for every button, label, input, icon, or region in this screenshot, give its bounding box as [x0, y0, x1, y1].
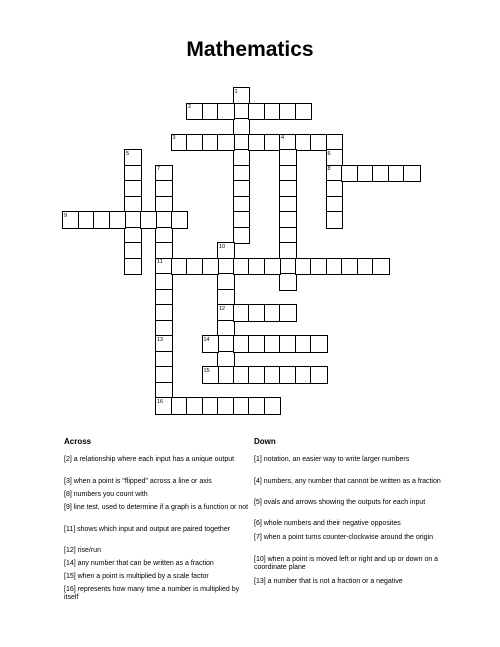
clue-num: [11]: [64, 526, 78, 533]
across-heading: Across: [64, 437, 92, 446]
clue-text: when a point is moved left or right and up or down on a coordinate plane: [254, 556, 439, 572]
clue-num: [1]: [254, 456, 264, 463]
clue-num: [14]: [64, 560, 78, 567]
clue-item: [64, 526, 254, 534]
clue-item: [254, 478, 444, 486]
clue-number: 10: [219, 243, 226, 250]
grid-cell[interactable]: [202, 258, 220, 276]
clue-number: 12: [219, 305, 226, 312]
clue-number: 3: [172, 135, 176, 141]
clue-number: 8: [327, 166, 331, 172]
clue-num: [16]: [64, 586, 78, 593]
clue-item: [254, 456, 444, 464]
grid-cell[interactable]: [171, 211, 189, 229]
grid-cell[interactable]: [279, 273, 297, 291]
clue-text: whole numbers and their negative opposites: [263, 520, 401, 527]
grid-cell[interactable]: [403, 165, 421, 183]
clue-item: [64, 547, 254, 555]
clue-num: [7]: [254, 534, 264, 541]
clue-num: [3]: [64, 478, 74, 485]
clue-num: [6]: [254, 520, 264, 527]
clue-number: 9: [64, 212, 68, 219]
clue-item: [64, 456, 254, 464]
grid-cell[interactable]: [109, 211, 127, 229]
clue-text: numbers you count with: [73, 491, 148, 498]
clue-num: [10]: [254, 556, 268, 563]
clue-number: 4: [281, 135, 285, 141]
grid-cell[interactable]: [279, 304, 297, 322]
clue-text: rise/run: [77, 547, 101, 554]
clue-text: a number that is not a fraction or a negative: [267, 578, 403, 585]
clue-item: [254, 578, 444, 586]
clue-item: [254, 520, 444, 528]
clue-num: [4]: [254, 478, 264, 485]
clue-number: 15: [203, 367, 210, 374]
down-heading: Down: [254, 437, 276, 446]
clue-item: [64, 491, 254, 499]
clue-num: [8]: [64, 491, 74, 498]
clue-item: [254, 556, 444, 573]
grid-cell[interactable]: [295, 103, 313, 121]
clue-number: 13: [157, 336, 164, 343]
clue-text: when a point is multiplied by a scale factor: [77, 573, 209, 580]
clue-number: 7: [157, 166, 161, 172]
grid-cell[interactable]: [217, 103, 235, 121]
clue-text: shows which input and output are paired together: [77, 526, 231, 533]
grid-cell[interactable]: [264, 397, 282, 415]
grid-cell[interactable]: [310, 335, 328, 353]
clue-item: [254, 534, 444, 542]
clue-number: 6: [327, 150, 331, 157]
page-title: Mathematics: [186, 38, 314, 61]
clue-item: [64, 478, 254, 486]
grid-cell[interactable]: [310, 366, 328, 384]
clue-text: ovals and arrows showing the outputs for each input: [263, 499, 426, 506]
clue-num: [2]: [64, 456, 74, 463]
grid-cell[interactable]: [264, 258, 282, 276]
clue-item: [64, 504, 254, 512]
clue-item: [254, 499, 444, 507]
clue-text: when a point is "flipped" across a line or axis: [73, 478, 212, 485]
clue-item: [64, 560, 254, 568]
grid-cell[interactable]: [372, 258, 390, 276]
clue-text: notation, an easier way to write larger numbers: [263, 456, 410, 463]
clue-text: a relationship where each input has a unique output: [73, 456, 235, 463]
grid-cell[interactable]: [217, 134, 235, 152]
clue-number: 2: [188, 104, 192, 110]
clue-num: [12]: [64, 547, 78, 554]
grid-cell[interactable]: [124, 258, 142, 276]
clue-num: [9]: [64, 504, 74, 511]
clue-text: represents how many time a number is multiplied by itself: [64, 586, 240, 602]
grid-cell[interactable]: [326, 211, 344, 229]
clue-num: [5]: [254, 499, 264, 506]
clue-text: line test, used to determine if a graph is a function or not: [73, 504, 249, 511]
clue-number: 11: [157, 259, 163, 265]
clue-item: [64, 573, 254, 581]
grid-cell[interactable]: [140, 211, 158, 229]
clue-text: numbers, any number that cannot be written as a fraction: [263, 478, 441, 485]
clue-number: 5: [126, 150, 130, 157]
clue-text: when a point turns counter-clockwise around the origin: [263, 534, 433, 541]
clue-num: [13]: [254, 578, 268, 585]
clue-item: [64, 586, 254, 603]
clue-number: 1: [234, 88, 238, 95]
clue-num: [15]: [64, 573, 78, 580]
clue-number: 14: [203, 336, 210, 343]
grid-cell[interactable]: [233, 227, 251, 245]
clue-number: 16: [157, 398, 164, 405]
clue-text: any number that can be written as a fraction: [77, 560, 214, 567]
